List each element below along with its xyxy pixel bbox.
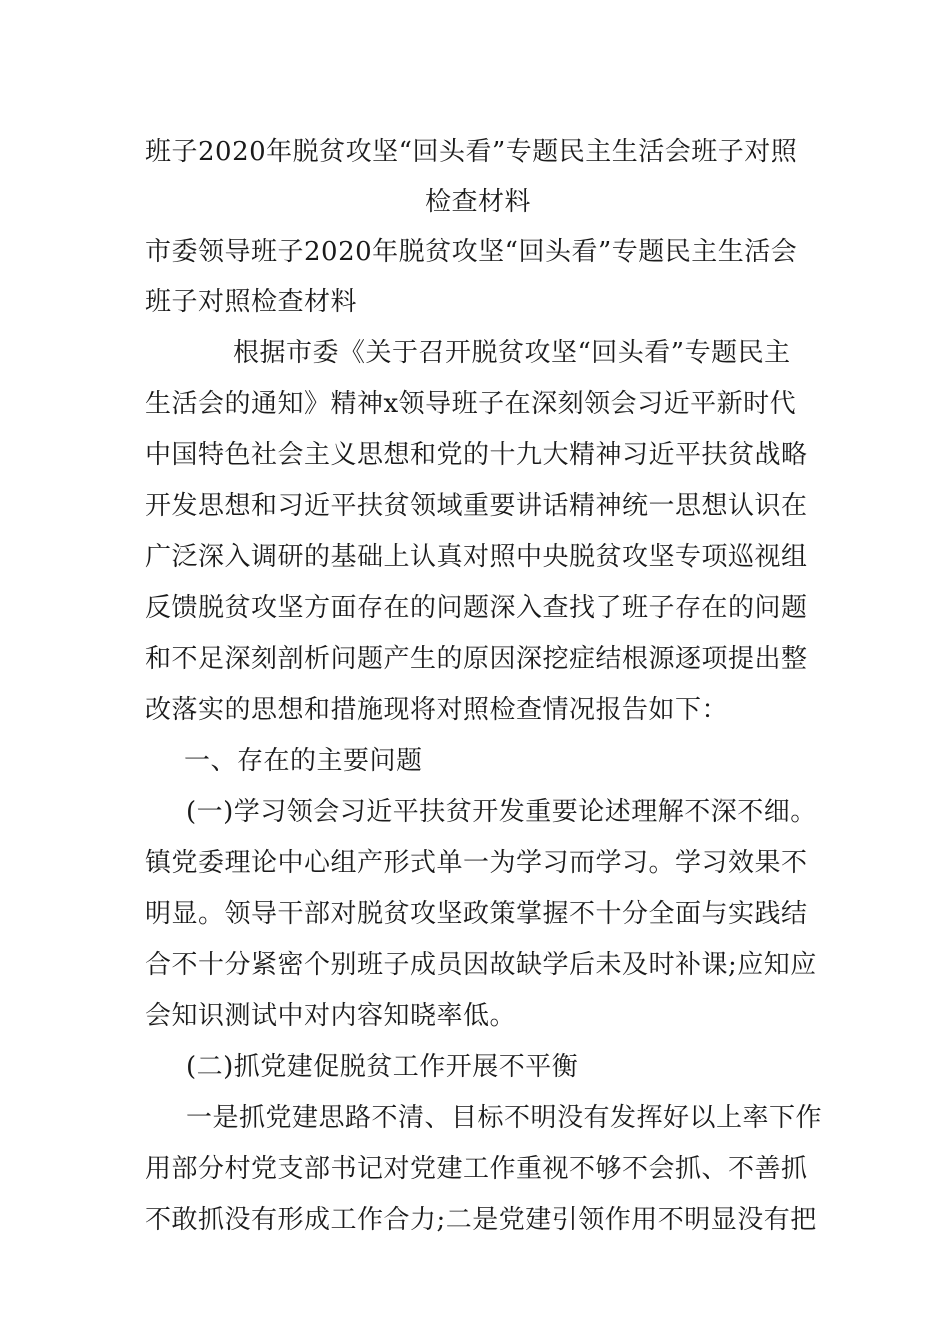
item-2-paragraph-line: 用部分村党支部书记对党建工作重视不够不会抓、不善抓 — [145, 1154, 808, 1184]
intro-paragraph-line: 开发思想和习近平扶贫领域重要讲话精神统一思想认识在 — [145, 491, 808, 521]
item-1-paragraph-line: 镇党委理论中心组产形式单一为学习而学习。学习效果不 — [145, 848, 808, 878]
intro-paragraph-line: 反馈脱贫攻坚方面存在的问题深入查找了班子存在的问题 — [145, 593, 808, 623]
intro-paragraph-line: 和不足深刻剖析问题产生的原因深挖症结根源逐项提出整 — [145, 644, 808, 674]
intro-paragraph-line: 中国特色社会主义思想和党的十九大精神习近平扶贫战略 — [145, 440, 808, 470]
item-1-paragraph-line: (一)学习领会习近平扶贫开发重要论述理解不深不细。 — [186, 797, 817, 827]
document-subtitle-line-1: 市委领导班子2020年脱贫攻坚“回头看”专题民主生活会 — [145, 237, 798, 267]
item-1-paragraph-line: 合不十分紧密个别班子成员因故缺学后未及时补课;应知应 — [145, 950, 817, 980]
intro-paragraph-line: 生活会的通知》精神x领导班子在深刻领会习近平新时代 — [145, 389, 797, 419]
intro-paragraph-line: 广泛深入调研的基础上认真对照中央脱贫攻坚专项巡视组 — [145, 542, 808, 572]
section-heading: 一、存在的主要问题 — [184, 746, 423, 776]
item-2-heading: (二)抓党建促脱贫工作开展不平衡 — [186, 1052, 579, 1082]
document-title-line-1: 班子2020年脱贫攻坚“回头看”专题民主生活会班子对照 — [145, 137, 798, 167]
intro-paragraph-line: 根据市委《关于召开脱贫攻坚“回头看”专题民主 — [233, 338, 791, 368]
document-title-line-2: 检查材料 — [425, 187, 532, 217]
item-1-paragraph-line: 会知识测试中对内容知晓率低。 — [145, 1001, 517, 1031]
intro-paragraph-line: 改落实的思想和措施现将对照检查情况报告如下： — [145, 695, 729, 725]
item-2-paragraph-line: 不敢抓没有形成工作合力;二是党建引领作用不明显没有把 — [145, 1205, 817, 1235]
document-subtitle-line-2: 班子对照检查材料 — [145, 287, 358, 317]
item-2-paragraph-line: 一是抓党建思路不清、目标不明没有发挥好以上率下作 — [186, 1103, 823, 1133]
item-1-paragraph-line: 明显。领导干部对脱贫攻坚政策掌握不十分全面与实践结 — [145, 899, 808, 929]
